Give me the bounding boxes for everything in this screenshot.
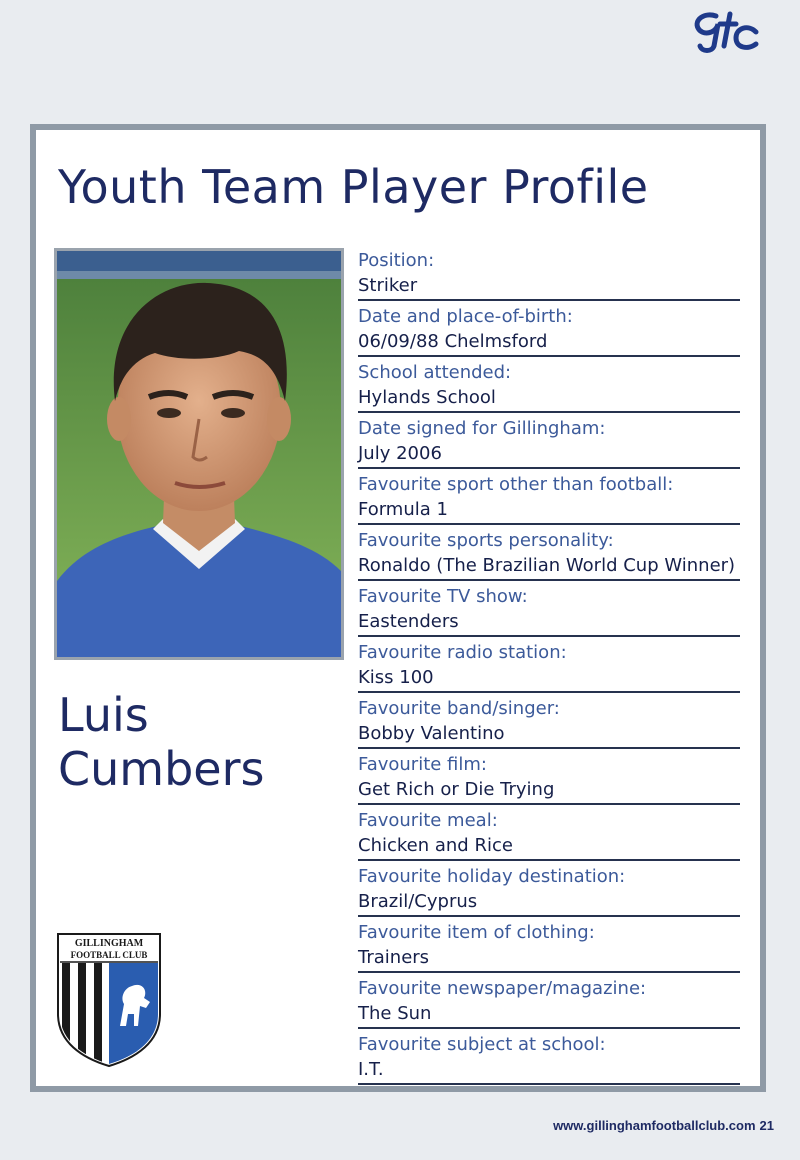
player-last-name: Cumbers <box>58 742 265 796</box>
field-label: Favourite band/singer: <box>358 698 560 719</box>
field-birth <box>358 304 740 357</box>
gfc-monogram-logo <box>690 6 762 54</box>
crest-text-line2: FOOTBALL CLUB <box>70 950 148 960</box>
player-first-name: Luis <box>58 688 149 742</box>
field-label: Date and place-of-birth: <box>358 306 573 327</box>
field-label: Favourite radio station: <box>358 642 567 663</box>
field-value: Kiss 100 <box>358 665 740 693</box>
field-label: Favourite TV show: <box>358 586 528 607</box>
field-position <box>358 248 740 301</box>
field-label: Favourite sports personality: <box>358 530 614 551</box>
crest-text-line1: GILLINGHAM <box>74 938 144 949</box>
field-value: 06/09/88 Chelmsford <box>358 329 740 357</box>
field-value: I.T. <box>358 1057 740 1085</box>
field-holiday <box>358 864 740 917</box>
field-label: Favourite film: <box>358 754 487 775</box>
website-link[interactable]: www.gillinghamfootballclub.com <box>553 1118 756 1133</box>
field-value: Striker <box>358 273 740 301</box>
field-value: The Sun <box>358 1001 740 1029</box>
field-label: Date signed for Gillingham: <box>358 418 606 439</box>
field-label: Favourite subject at school: <box>358 1034 606 1055</box>
field-newspaper <box>358 976 740 1029</box>
field-value: Brazil/Cyprus <box>358 889 740 917</box>
field-value: Ronaldo (The Brazilian World Cup Winner) <box>358 553 740 581</box>
field-label: Position: <box>358 250 435 271</box>
page-number: 21 <box>759 1118 774 1133</box>
field-film <box>358 752 740 805</box>
field-label: Favourite sport other than football: <box>358 474 674 495</box>
field-value: Trainers <box>358 945 740 973</box>
player-name <box>58 688 338 796</box>
field-school-subject <box>358 1032 740 1085</box>
field-label: Favourite item of clothing: <box>358 922 595 943</box>
field-sports-personality <box>358 528 740 581</box>
profile-fields <box>358 248 740 1088</box>
field-tv-show <box>358 584 740 637</box>
field-meal <box>358 808 740 861</box>
field-other-sport <box>358 472 740 525</box>
field-value: Formula 1 <box>358 497 740 525</box>
field-date-signed <box>358 416 740 469</box>
field-school <box>358 360 740 413</box>
page-title: Youth Team Player Profile <box>58 160 649 214</box>
field-value: Eastenders <box>358 609 740 637</box>
club-crest-logo <box>54 930 164 1070</box>
field-radio-station <box>358 640 740 693</box>
field-clothing <box>358 920 740 973</box>
field-label: School attended: <box>358 362 512 383</box>
profile-card <box>30 124 766 1092</box>
field-value: Hylands School <box>358 385 740 413</box>
page-footer <box>553 1118 774 1133</box>
field-value: Chicken and Rice <box>358 833 740 861</box>
field-band-singer <box>358 696 740 749</box>
field-label: Favourite holiday destination: <box>358 866 626 887</box>
field-label: Favourite newspaper/magazine: <box>358 978 647 999</box>
player-photo <box>54 248 344 660</box>
field-value: Get Rich or Die Trying <box>358 777 740 805</box>
field-label: Favourite meal: <box>358 810 498 831</box>
field-value: Bobby Valentino <box>358 721 740 749</box>
field-value: July 2006 <box>358 441 740 469</box>
